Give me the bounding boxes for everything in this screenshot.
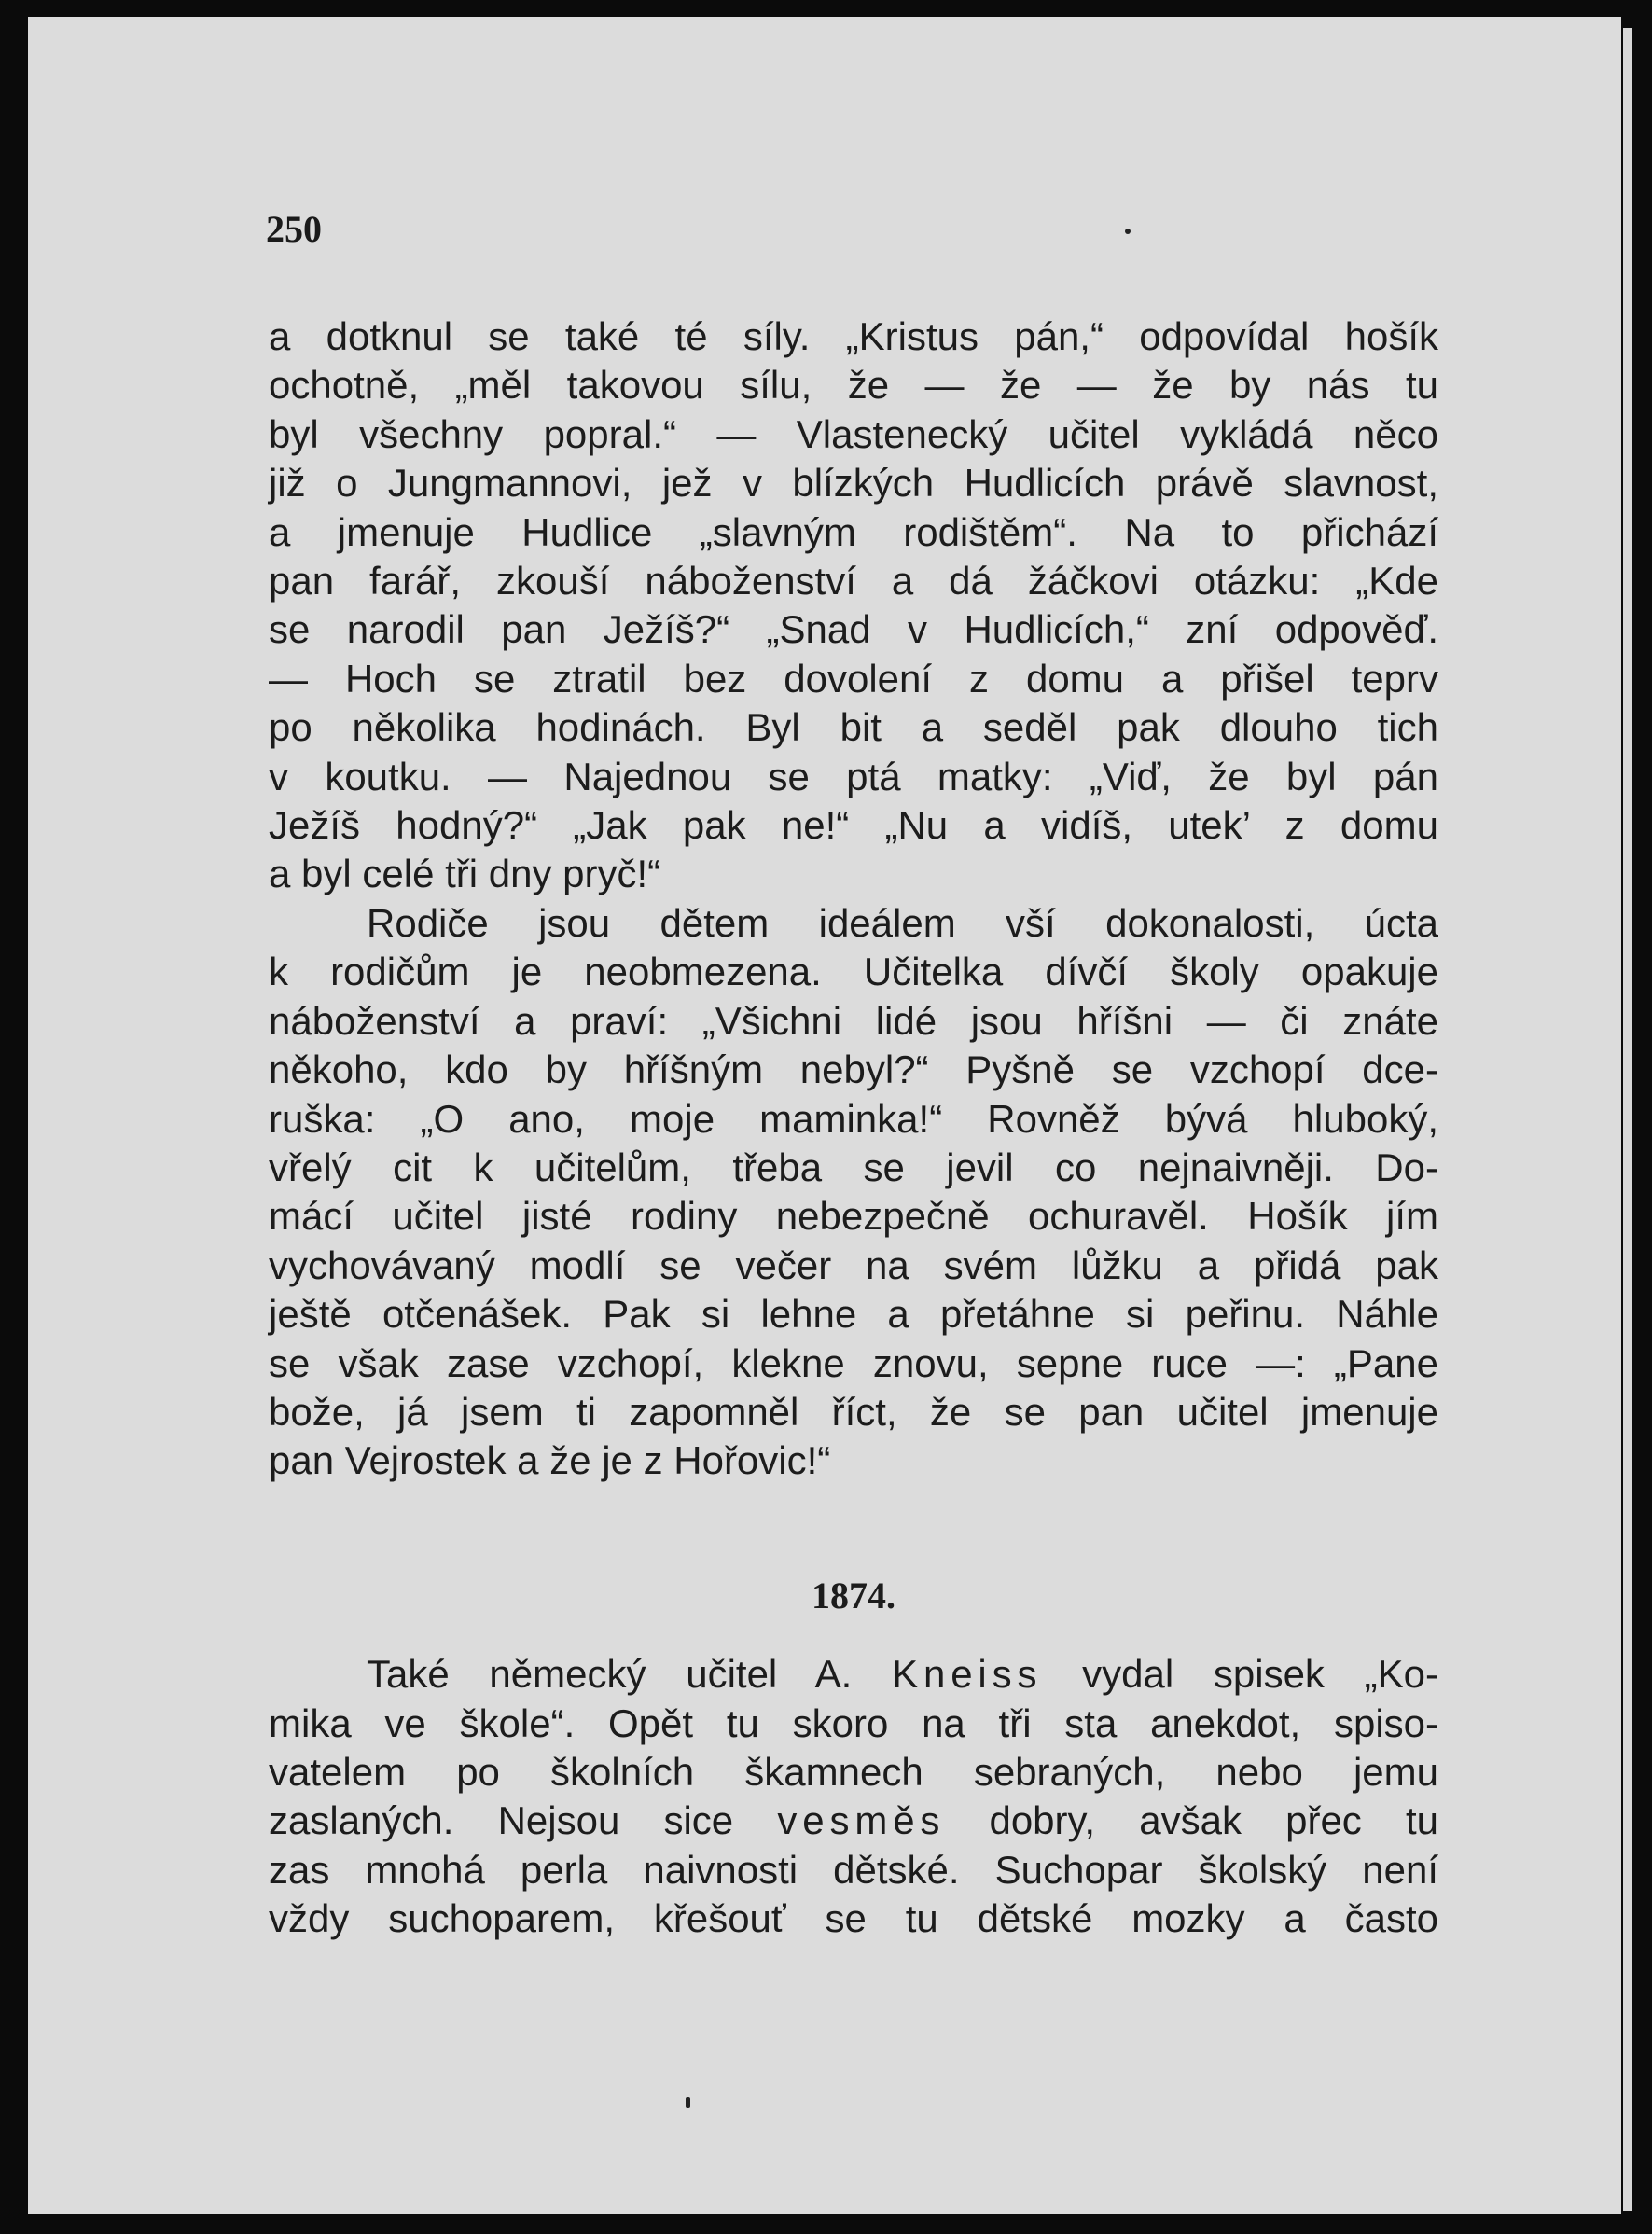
text-line: a jmenuje Hudlice „slavným rodištěm“. Na to přichází [269,509,1438,554]
text-line: ochotně, „měl takovou sílu, že — že — že by nás tu [269,363,1438,408]
text-fragment: vydal spisek „Ko- [1082,1652,1438,1697]
text-line [269,1797,1438,1845]
page-number: 250 [266,208,322,250]
text-line: pan Vejrostek a že je z Hořovic!“ [269,1438,831,1483]
text-line: mika ve škole“. Opět tu skoro na tři sta anekdot, spiso- [269,1700,1438,1745]
paragraph-2 [269,899,1438,1486]
text-line: a dotknul se také té síly. „Kristus pán,“ odpovídal hošík [269,314,1438,358]
text-line: se však zase vzchopí, klekne znovu, sepne ruce —: „Pane [269,1340,1438,1385]
section-year-heading: 1874. [812,1574,895,1617]
text-line: vatelem po školních škamnech sebraných, nebo jemu [269,1749,1438,1794]
text-line: v koutku. — Najednou se ptá matky: „Viď, že byl pán [269,754,1438,798]
text-line: již o Jungmannovi, jež v blízkých Hudlicích právě slavnost, [269,461,1438,506]
text-line: mácí učitel jisté rodiny nebezpečně ochuravěl. Hošík jím [269,1194,1438,1239]
text-line: vždy suchoparem, křešouť se tu dětské mozky a často [269,1896,1438,1941]
body-text [269,312,1438,1944]
author-name-spaced: Kneiss [892,1652,1043,1697]
text-line: byl všechny popral.“ — Vlastenecký učitel vykládá něco [269,411,1438,456]
text-line: ruška: „O ano, moje maminka!“ Rovněž bývá hluboký, [269,1096,1438,1141]
dust-speck [1125,229,1131,234]
text-line [269,1650,1438,1699]
text-line: Ježíš hodný?“ „Jak pak ne!“ „Nu a vidíš, utek’ z domu [269,803,1438,848]
text-line: někoho, kdo by hříšným nebyl?“ Pyšně se vzchopí dce- [269,1048,1438,1092]
text-line: bože, já jsem ti zapomněl říct, že se pan učitel jmenuje [269,1389,1438,1434]
text-line: vychovávaný modlí se večer na svém lůžku a přidá pak [269,1242,1438,1287]
paragraph-1 [269,312,1438,899]
text-fragment: zaslaných. Nejsou sice [269,1798,734,1843]
text-line: a byl celé tři dny pryč!“ [269,852,661,896]
dust-speck [686,2097,690,2108]
text-line: zas mnohá perla naivnosti dětské. Suchopar školský není [269,1847,1438,1892]
text-line: Rodiče jsou dětem ideálem vší dokonalosti, úcta [367,900,1438,945]
text-line: — Hoch se ztratil bez dovolení z domu a přišel teprv [269,656,1438,701]
text-line: se narodil pan Ježíš?“ „Snad v Hudlicích,“ zní odpověď. [269,607,1438,652]
text-fragment: dobry, avšak přec tu [989,1798,1438,1843]
text-fragment: Také německý učitel A. [367,1652,853,1697]
text-line: pan farář, zkouší náboženství a dá žáčkovi otázku: „Kde [269,559,1438,604]
text-line: vřelý cit k učitelům, třeba se jevil co nejnaivněji. Do- [269,1145,1438,1189]
emphasis-spaced: vesměs [777,1798,946,1843]
text-line: ještě otčenášek. Pak si lehne a přetáhne si peřinu. Náhle [269,1292,1438,1337]
paragraph-3 [269,1650,1438,1943]
text-line: k rodičům je neobmezena. Učitelka dívčí školy opakuje [269,950,1438,994]
text-line: náboženství a praví: „Všichni lidé jsou hříšni — či znáte [269,998,1438,1043]
text-line: po několika hodinách. Byl bit a seděl pak dlouho tich [269,705,1438,750]
adjacent-page-edge [1623,28,1632,2211]
